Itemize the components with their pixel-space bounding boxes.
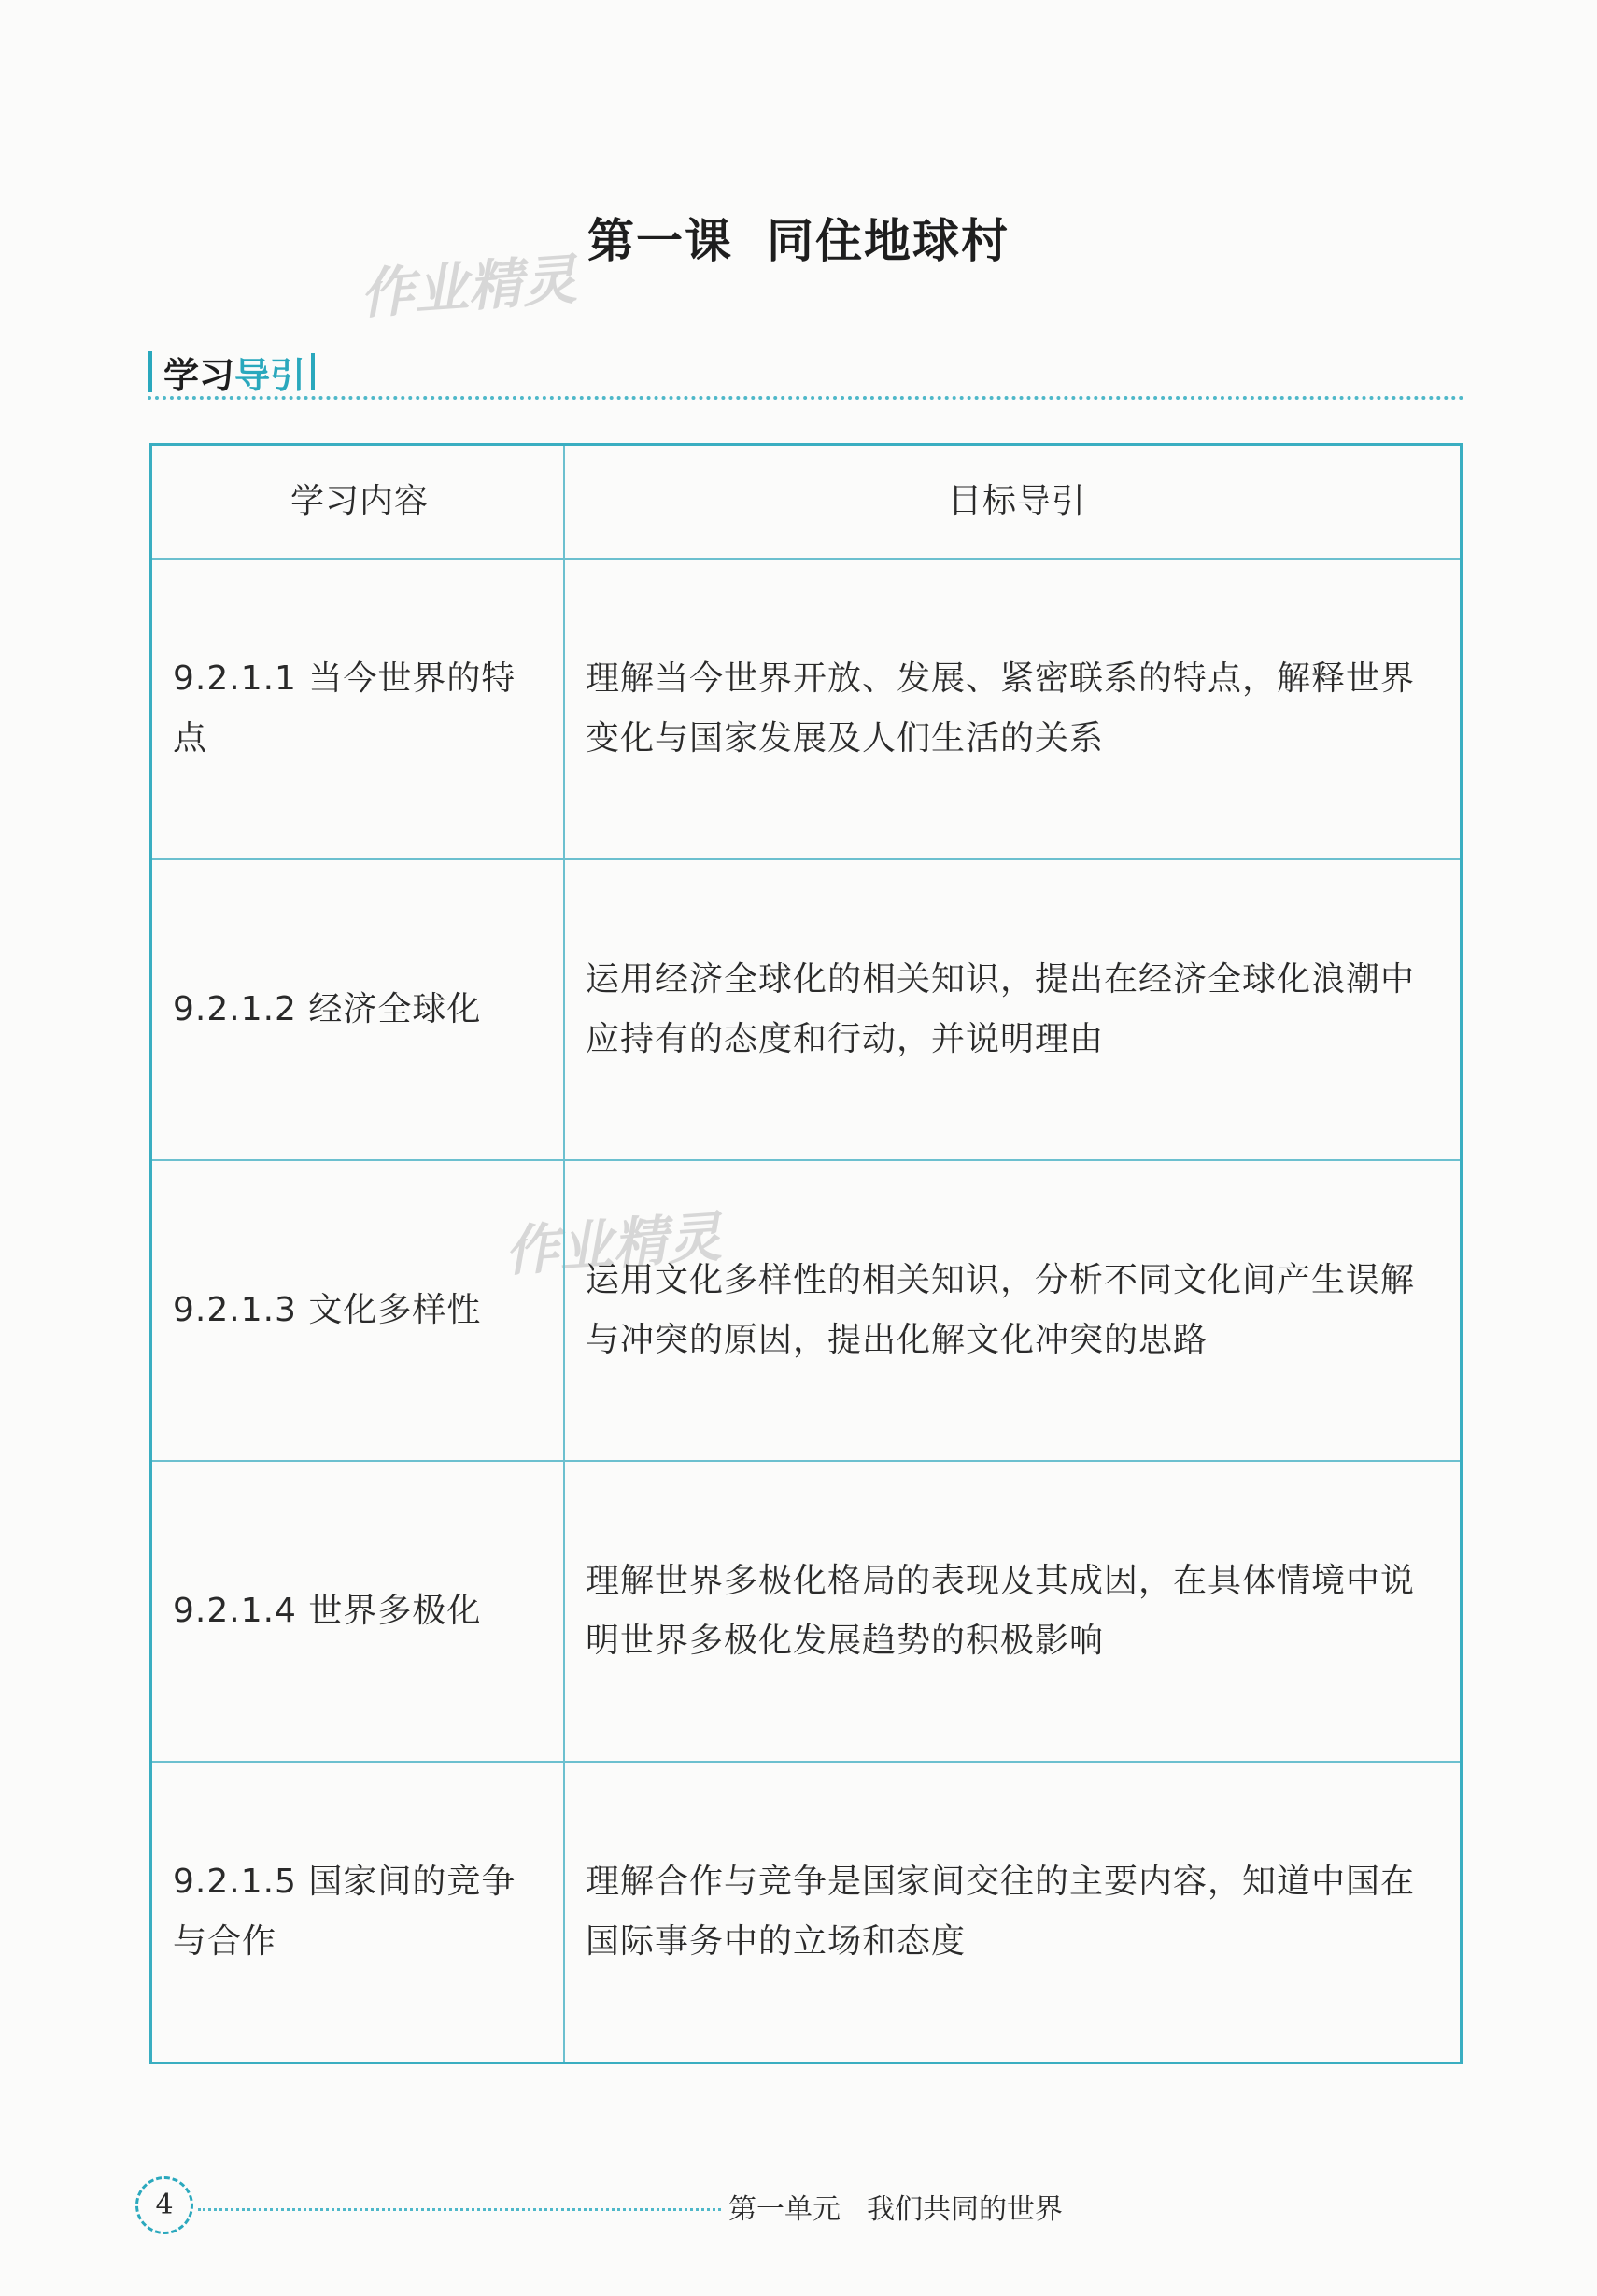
- section-heading: [148, 347, 315, 396]
- learning-guide-table: [149, 443, 1463, 2064]
- goal-guide-cell: 运用经济全球化的相关知识，提出在经济全球化浪潮中应持有的态度和行动，并说明理由: [564, 859, 1462, 1160]
- watermark: 作业精灵: [358, 247, 579, 326]
- table-row: [151, 1461, 1462, 1762]
- table-row: [151, 859, 1462, 1160]
- goal-guide-cell: 理解世界多极化格局的表现及其成因，在具体情境中说明世界多极化发展趋势的积极影响: [564, 1461, 1462, 1762]
- learning-content-cell: 9.2.1.2 经济全球化: [151, 859, 565, 1160]
- lesson-name: 同住地球村: [767, 213, 1010, 268]
- goal-guide-cell: 理解合作与竞争是国家间交往的主要内容，知道中国在国际事务中的立场和态度: [564, 1762, 1462, 2063]
- table-header-cell: 目标导引: [564, 445, 1462, 560]
- learning-content-cell: 9.2.1.5 国家间的竞争与合作: [151, 1762, 565, 2063]
- lesson-title: [0, 204, 1597, 271]
- goal-guide-cell: 理解当今世界开放、发展、紧密联系的特点，解释世界变化与国家发展及人们生活的关系: [564, 559, 1462, 859]
- table-row: [151, 559, 1462, 859]
- running-footer: [728, 2186, 1063, 2227]
- section-bar-left: [148, 351, 152, 392]
- footer-unit-title: 我们共同的世界: [867, 2193, 1063, 2226]
- lesson-number: 第一课: [587, 213, 733, 268]
- footer-divider: [198, 2208, 721, 2211]
- section-heading-part2: 导引: [234, 354, 306, 396]
- watermark: 作业精灵: [502, 1204, 724, 1283]
- section-heading-part1: 学习: [163, 354, 235, 396]
- table-header-row: [151, 445, 1462, 560]
- learning-content-cell: 9.2.1.1 当今世界的特点: [151, 559, 565, 859]
- section-bar-right: [311, 353, 315, 390]
- goal-guide-cell: 运用文化多样性的相关知识，分析不同文化间产生误解与冲突的原因，提出化解文化冲突的思路: [564, 1160, 1462, 1461]
- learning-content-cell: 9.2.1.4 世界多极化: [151, 1461, 565, 1762]
- table-header-cell: 学习内容: [151, 445, 565, 560]
- section-divider: [148, 396, 1464, 400]
- learning-content-cell: 9.2.1.3 文化多样性: [151, 1160, 565, 1461]
- table-row: [151, 1762, 1462, 2063]
- table-row: [151, 1160, 1462, 1461]
- footer-unit: 第一单元: [728, 2193, 841, 2226]
- page-number: 4: [135, 2176, 193, 2234]
